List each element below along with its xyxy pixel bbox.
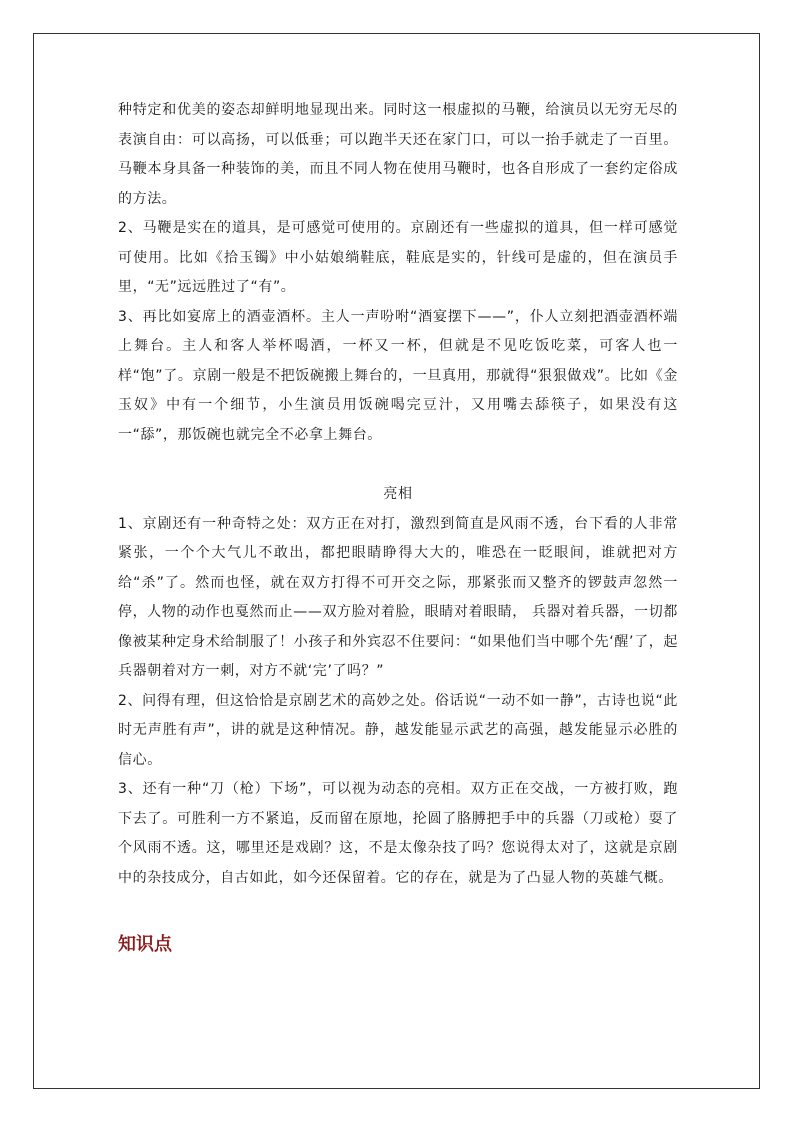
paragraph-freeze-pose: 1、京剧还有一种奇特之处：双方正在对打，激烈到简直是风雨不透，台下看的人非常紧张，一个个大气儿不敢出，都把眼睛睁得大大的，唯恐在一眨眼间，谁就把对方给“杀”了。然而也怪，就在双方打得不可开交之际，那紧张而又整齐的锣鼓声忽然一停，人物的动作也戛然而止——双方脸对着脸，眼睛对着眼睛， 兵器对着兵器，一切都像被某种定身术给制服了！小孩子和外宾忍不住要问：“如果他们当中哪个先‘醒’了，起兵器朝着对方一刺，对方不就‘完’了吗？”	[118, 515, 678, 679]
paragraph-stillness: 2、问得有理，但这恰恰是京剧艺术的高妙之处。俗话说“一动不如一静”，古诗也说“此时无声胜有声”，讲的就是这种情况。静，越发能显示武艺的高强，越发能显示必胜的信心。	[118, 692, 678, 768]
paragraph-horsewhip-continued: 种特定和优美的姿态却鲜明地显现出来。同时这一根虚拟的马鞭，给演员以无穷无尽的表演自由：可以高扬，可以低垂；可以跑半天还在家门口，可以一抬手就走了一百里。马鞭本身具备一种装饰的美，而且不同人物在使用马鞭时，也各自形成了一套约定俗成的方法。	[118, 102, 678, 207]
paragraph-dynamic-pose: 3、还有一种“刀（枪）下场”，可以视为动态的亮相。双方正在交战，一方被打败，跑下去了。可胜利一方不紧追，反而留在原地，抡圆了胳膊把手中的兵器（刀或枪）耍了个风雨不透。这，哪里还是戏剧？这，不是太像杂技了吗？您说得太对了，这就是京剧中的杂技成分，自古如此，如今还保留着。它的存在，就是为了凸显人物的英雄气概。	[118, 781, 678, 886]
document-body	[118, 96, 678, 959]
paragraph-virtual-props: 2、马鞭是实在的道具，是可感觉可使用的。京剧还有一些虚拟的道具，但一样可感觉可使用。比如《拾玉镯》中小姑娘绱鞋底，鞋底是实的，针线可是虚的，但在演员手里，“无”远远胜过了“有”。	[118, 220, 678, 295]
section-heading-liangxiang: 亮相	[383, 486, 413, 502]
knowledge-points-heading: 知识点	[118, 934, 172, 955]
paragraph-wine-cups: 3、再比如宴席上的酒壶酒杯。主人一声吩咐“酒宴摆下——”，仆人立刻把酒壶酒杯端上舞台。主人和客人举杯喝酒，一杯又一杯，但就是不见吃饭吃菜，可客人也一样“饱”了。京剧一般是不把饭碗搬上舞台的，一旦真用，那就得“狠狠做戏”。比如《金玉奴》中有一个细节，小生演员用饭碗喝完豆汁，又用嘴去舔筷子，如果没有这一“舔”，那饭碗也就完全不必拿上舞台。	[118, 308, 678, 443]
